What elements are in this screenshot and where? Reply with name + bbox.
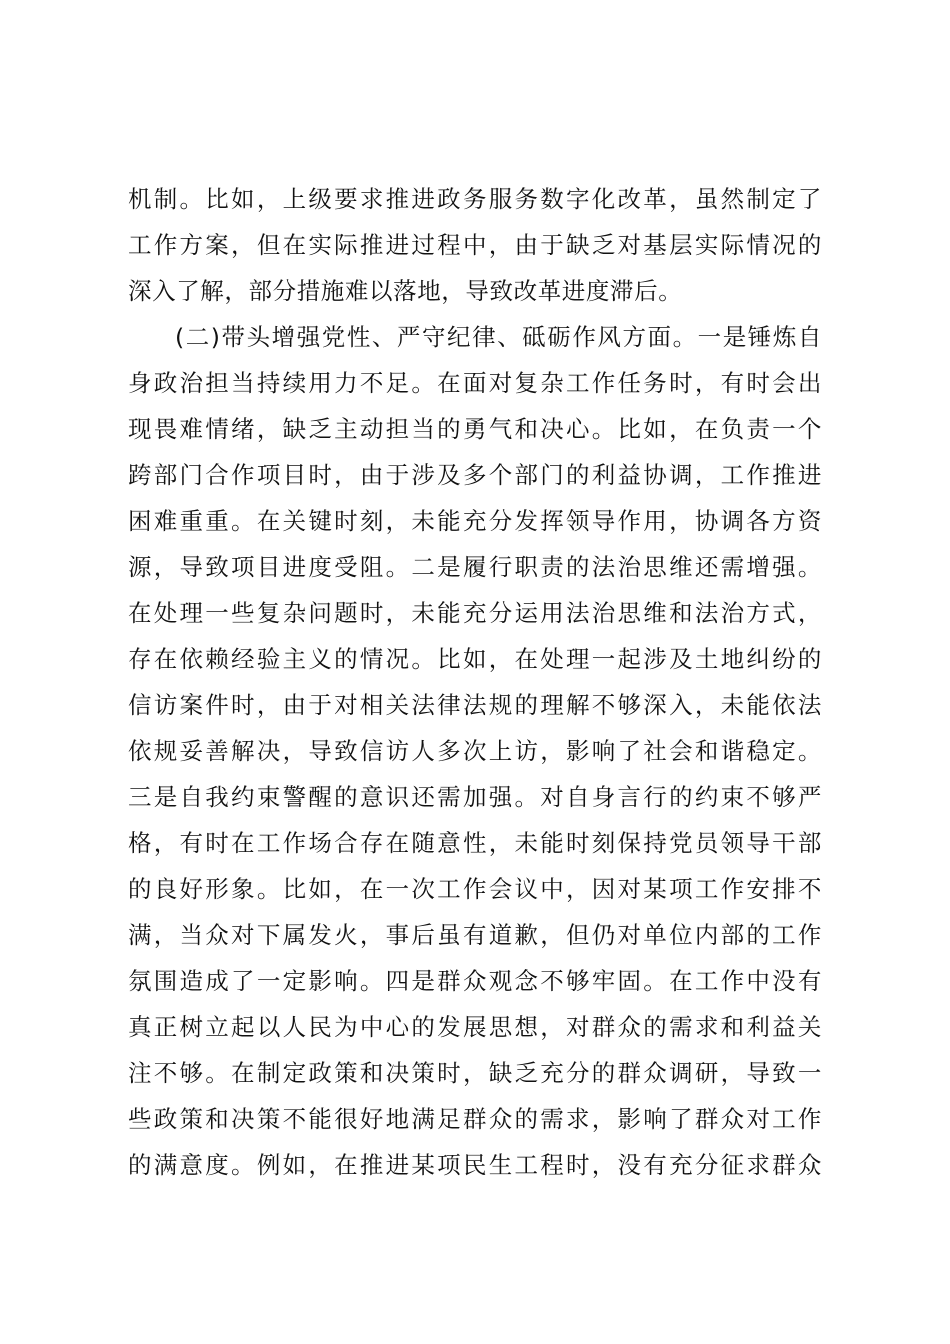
text-line: 身政治担当持续用力不足。在面对复杂工作任务时，有时会出 [128, 369, 822, 397]
text-line: 依规妥善解决，导致信访人多次上访，影响了社会和谐稳定。 [128, 737, 822, 765]
text-line: 现畏难情绪，缺乏主动担当的勇气和决心。比如，在负责一个 [128, 415, 822, 443]
text-line: 在处理一些复杂问题时，未能充分运用法治思维和法治方式， [128, 599, 822, 627]
text-line: 格，有时在工作场合存在随意性，未能时刻保持党员领导干部 [128, 829, 822, 857]
text-line: 氛围造成了一定影响。四是群众观念不够牢固。在工作中没有 [128, 967, 822, 995]
text-line: 信访案件时，由于对相关法律法规的理解不够深入，未能依法 [128, 691, 822, 719]
text-line: 些政策和决策不能很好地满足群众的需求，影响了群众对工作 [128, 1105, 822, 1133]
text-line: 的满意度。例如，在推进某项民生工程时，没有充分征求群众 [128, 1151, 822, 1179]
paragraph-heading-line: (二)带头增强党性、严守纪律、砥砺作风方面。一是锤炼自 [175, 323, 822, 351]
text-line: 困难重重。在关键时刻，未能充分发挥领导作用，协调各方资 [128, 507, 822, 535]
text-line: 真正树立起以人民为中心的发展思想，对群众的需求和利益关 [128, 1013, 822, 1041]
text-line: 工作方案，但在实际推进过程中，由于缺乏对基层实际情况的 [128, 231, 822, 259]
text-line: 跨部门合作项目时，由于涉及多个部门的利益协调，工作推进 [128, 461, 822, 489]
text-line: 深入了解，部分措施难以落地，导致改革进度滞后。 [128, 277, 683, 305]
document-body [128, 176, 822, 1188]
text-line: 存在依赖经验主义的情况。比如，在处理一起涉及土地纠纷的 [128, 645, 822, 673]
text-line: 满，当众对下属发火，事后虽有道歉，但仍对单位内部的工作 [128, 921, 822, 949]
text-line: 机制。比如，上级要求推进政务服务数字化改革，虽然制定了 [128, 185, 822, 213]
text-line: 源，导致项目进度受阻。二是履行职责的法治思维还需增强。 [128, 553, 822, 581]
text-line: 的良好形象。比如，在一次工作会议中，因对某项工作安排不 [128, 875, 822, 903]
text-line: 注不够。在制定政策和决策时，缺乏充分的群众调研，导致一 [128, 1059, 822, 1087]
text-line: 三是自我约束警醒的意识还需加强。对自身言行的约束不够严 [128, 783, 822, 811]
